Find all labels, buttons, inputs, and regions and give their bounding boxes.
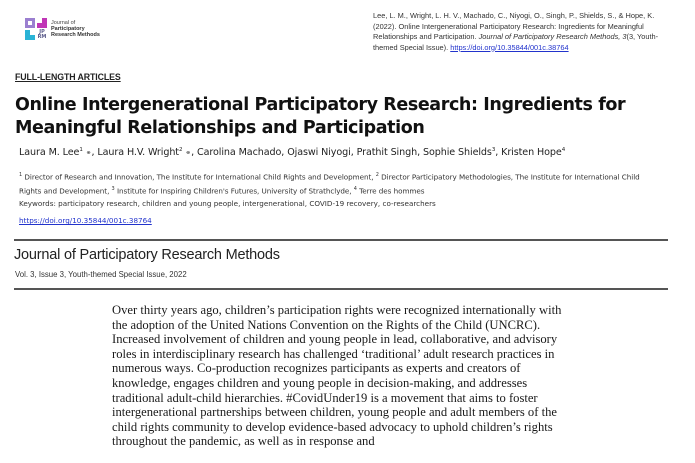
author: Carolina Machado xyxy=(197,147,282,159)
keywords: Keywords: participatory research, children and young people, intergenerational, COVID-19 recovery, co-researchers xyxy=(19,199,436,208)
orcid-link-icon[interactable]: ⚭ xyxy=(185,149,192,158)
author: Kristen Hope$^4$ xyxy=(501,147,566,159)
section-label-link[interactable]: FULL-LENGTH ARTICLES xyxy=(15,72,121,82)
orcid-link-icon[interactable]: ⚭ xyxy=(85,149,92,158)
author: Laura M. Lee$^1$ ⚭ xyxy=(19,147,92,159)
journal-name: Journal of Participatory Research Methods xyxy=(14,247,280,263)
article-title: Online Intergenerational Participatory Research: Ingredients for Meaningful Relationships and Participation xyxy=(15,95,626,138)
author: Laura H.V. Wright$^2$ ⚭ xyxy=(97,147,192,159)
divider-bottom xyxy=(14,288,668,290)
logo-mark-icon xyxy=(25,18,47,40)
journal-volume: Vol. 3, Issue 3, Youth-themed Special Issue, 2022 xyxy=(15,270,187,279)
journal-logo xyxy=(25,18,100,40)
abstract-paragraph: Over thirty years ago, children’s participation rights were recognized internationally with the adoption of the United Nations Convention on the Rights of the Child (UNCRC). Increased involvement of children and young people in lead, collaborative, and advisory roles in interdisciplinary research has challenged ‘traditional’ adult research practices in numerous ways. Co-production recognizes participants as experts and creators of knowledge, engages children and young people in decision-making, and addresses traditional adult-child hierarchies. #CovidUnder19 is a movement that aims to foster intergenerational partnerships between children, young people and adult members of the child rights community to develop evidence-based advocacy to uphold children’s rights throughout the pandemic, as well as in response and xyxy=(112,303,562,449)
citation-doi-link[interactable]: https://doi.org/10.35844/001c.38764 xyxy=(450,42,569,52)
citation-block: Lee, L. M., Wright, L. H. V., Machado, C., Niyogi, O., Singh, P., Shields, S., & Hope, K. (2022). Online Intergenerational Participatory Research: Ingredients for Meaningful Relationships and Participation. Journal of Participatory Research Methods, 3(3, Youth-themed Special Issue). https://doi.org/10.35844/001c.38764 xyxy=(373,11,659,52)
logo-text: Journal of Participatory Research Methods xyxy=(51,20,100,38)
affiliations: $^1$ Director of Research and Innovation, The Institute for International Child Rights and Development, $^2$ Director Participatory Methodologies, The Institute for International Child Rights and Development, $^3$ Institute for Inspiring Children's Futures, University of Strathclyde, $^4$ Terre des hommes xyxy=(19,172,640,196)
author-list: Laura M. Lee$^1$ ⚭, Laura H.V. Wright$^2$ ⚭, Carolina Machado, Ojaswi Niyogi, Prathit Singh, Sophie Shields$^3$, Kristen Hope$^4$ xyxy=(19,147,566,159)
logo-mark-letters: JP RM xyxy=(37,29,47,40)
divider-top xyxy=(14,239,668,241)
article-doi-link[interactable]: https://doi.org/10.35844/001c.38764 xyxy=(19,216,152,225)
author: Prathit Singh xyxy=(356,147,418,159)
author: Ojaswi Niyogi xyxy=(287,147,351,159)
author: Sophie Shields$^3$ xyxy=(422,147,496,159)
